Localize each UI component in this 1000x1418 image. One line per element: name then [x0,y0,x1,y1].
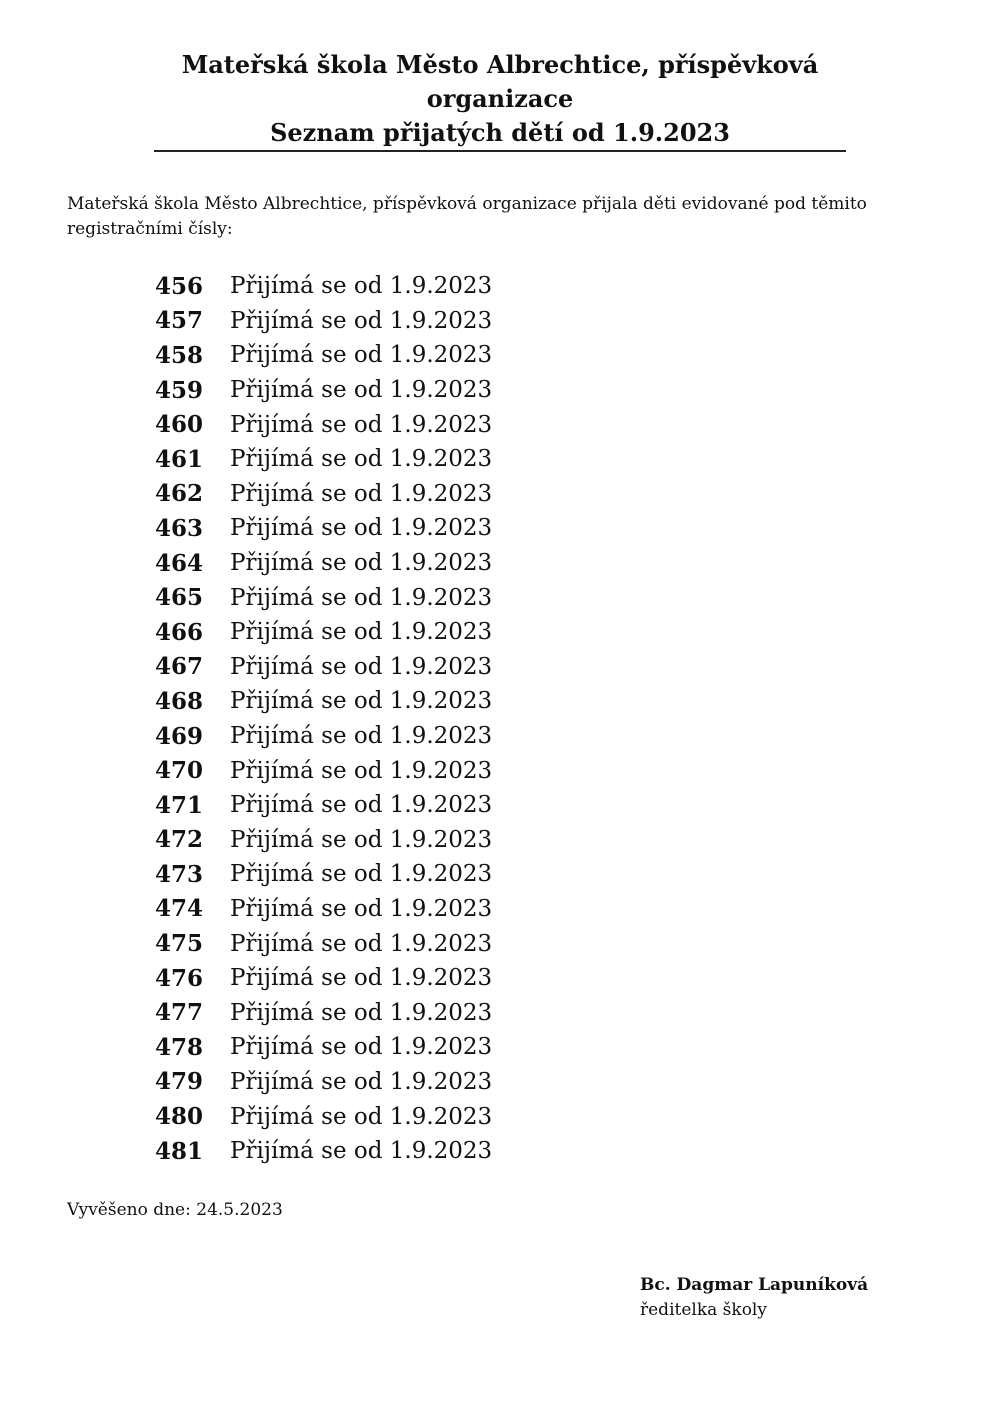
registration-number: 463 [155,514,204,542]
registration-number: 458 [155,341,204,369]
acceptance-status: Přijímá se od 1.9.2023 [230,480,493,507]
acceptance-status: Přijímá se od 1.9.2023 [230,307,493,334]
acceptance-status: Přijímá se od 1.9.2023 [230,965,493,992]
registration-number: 479 [155,1068,204,1096]
registration-number: 470 [155,757,204,785]
registration-number: 467 [155,653,204,681]
header-subtitle: Seznam přijatých dětí od 1.9.2023 [270,118,730,147]
intro-paragraph: Mateřská škola Město Albrechtice, příspěvková organizace přijala děti evidované pod těmito registračními čísly: [67,194,867,239]
registration-number: 478 [155,1033,204,1061]
signature-block [640,1273,868,1323]
list-item [155,546,655,581]
list-item [155,1134,655,1169]
acceptance-status: Přijímá se od 1.9.2023 [230,653,493,680]
list-item [155,857,655,892]
list-item [155,1099,655,1134]
acceptance-status: Přijímá se od 1.9.2023 [230,999,493,1026]
acceptance-status: Přijímá se od 1.9.2023 [230,1103,493,1130]
registration-number: 472 [155,826,204,854]
acceptance-status: Přijímá se od 1.9.2023 [230,1034,493,1061]
registration-number: 460 [155,411,204,439]
list-item [155,926,655,961]
acceptance-status: Přijímá se od 1.9.2023 [230,584,493,611]
list-item [155,269,655,304]
accepted-children-list [155,269,655,1168]
acceptance-status: Přijímá se od 1.9.2023 [230,446,493,473]
acceptance-status: Přijímá se od 1.9.2023 [230,792,493,819]
registration-number: 466 [155,618,204,646]
registration-number: 476 [155,964,204,992]
acceptance-status: Přijímá se od 1.9.2023 [230,273,493,300]
registration-number: 477 [155,999,204,1027]
list-item [155,719,655,754]
list-item [155,995,655,1030]
acceptance-status: Přijímá se od 1.9.2023 [230,411,493,438]
list-item [155,511,655,546]
list-item [155,1030,655,1065]
list-item [155,650,655,685]
registration-number: 457 [155,307,204,335]
list-item [155,1065,655,1100]
document-header [154,48,846,150]
header-underline [154,150,846,152]
acceptance-status: Přijímá se od 1.9.2023 [230,930,493,957]
header-title-line-2: organizace [426,84,574,113]
list-item [155,753,655,788]
list-item [155,407,655,442]
list-item [155,823,655,858]
registration-number: 481 [155,1137,204,1165]
acceptance-status: Přijímá se od 1.9.2023 [230,757,493,784]
registration-number: 459 [155,376,204,404]
acceptance-status: Přijímá se od 1.9.2023 [230,723,493,750]
list-item [155,788,655,823]
registration-number: 464 [155,549,204,577]
registration-number: 462 [155,480,204,508]
registration-number: 456 [155,272,204,300]
registration-number: 474 [155,895,204,923]
registration-number: 471 [155,791,204,819]
list-item [155,477,655,512]
registration-number: 468 [155,687,204,715]
list-item [155,961,655,996]
list-item [155,373,655,408]
acceptance-status: Přijímá se od 1.9.2023 [230,1138,493,1165]
list-item [155,338,655,373]
list-item [155,304,655,339]
acceptance-status: Přijímá se od 1.9.2023 [230,688,493,715]
registration-number: 480 [155,1103,204,1131]
list-item [155,580,655,615]
header-title-line-1: Mateřská škola Město Albrechtice, příspěvková [181,50,819,79]
signatory-name: Bc. Dagmar Lapuníková [640,1275,869,1295]
registration-number: 469 [155,722,204,750]
list-item [155,442,655,477]
list-item [155,615,655,650]
acceptance-status: Přijímá se od 1.9.2023 [230,826,493,853]
signatory-role: ředitelka školy [640,1300,767,1320]
registration-number: 465 [155,584,204,612]
registration-number: 473 [155,860,204,888]
registration-number: 461 [155,445,204,473]
registration-number: 475 [155,930,204,958]
list-item [155,684,655,719]
acceptance-status: Přijímá se od 1.9.2023 [230,1068,493,1095]
acceptance-status: Přijímá se od 1.9.2023 [230,342,493,369]
acceptance-status: Přijímá se od 1.9.2023 [230,377,493,404]
list-item [155,892,655,927]
acceptance-status: Přijímá se od 1.9.2023 [230,550,493,577]
acceptance-status: Přijímá se od 1.9.2023 [230,515,493,542]
posted-date: Vyvěšeno dne: 24.5.2023 [67,1200,283,1220]
acceptance-status: Přijímá se od 1.9.2023 [230,895,493,922]
acceptance-status: Přijímá se od 1.9.2023 [230,861,493,888]
acceptance-status: Přijímá se od 1.9.2023 [230,619,493,646]
